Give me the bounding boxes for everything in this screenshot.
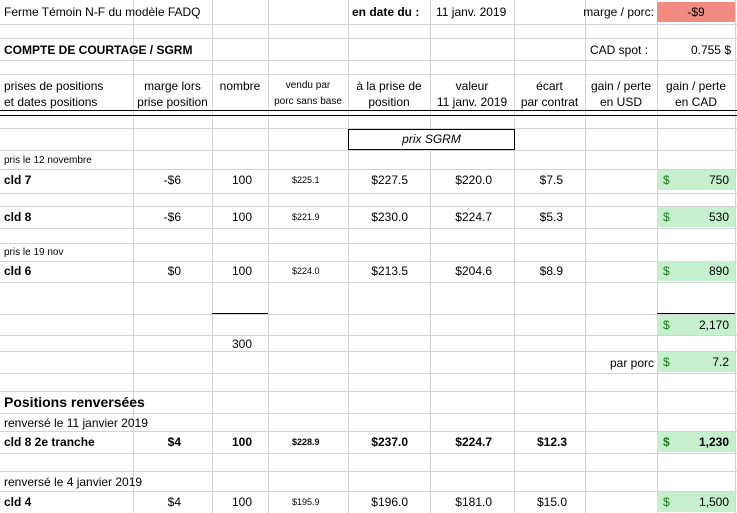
per-pig-value: 7.2 [712,355,729,369]
row-valeur: $181.0 [455,495,492,509]
row-ecart: $5.3 [539,210,563,224]
row-cad-value: 530 [708,210,729,224]
row-prise: $213.5 [371,264,408,278]
row-marge: $0 [167,264,181,278]
dollar-sign: $ [663,264,670,278]
row-nombre: 100 [231,264,252,278]
row-ecart: $8.9 [539,264,563,278]
col-usd-2: en USD [599,95,643,109]
row-marge: -$6 [163,210,181,224]
col-nombre: nombre [219,79,261,93]
note-renverse-4-janv: renversé le 4 janvier 2019 [4,475,143,489]
dollar-sign: $ [663,318,670,332]
row-marge: $4 [167,435,181,449]
row-vendu: $195.9 [292,497,320,507]
col-cad-2: en CAD [674,95,718,109]
row-valeur: $224.7 [455,435,492,449]
row-name: cld 4 [4,495,32,509]
row-nombre: 100 [231,210,252,224]
total-cad[interactable] [657,315,735,335]
cad-spot-value[interactable]: 0.755 $ [690,43,731,57]
row-valeur: $220.0 [455,173,492,187]
row-valeur: $224.7 [455,210,492,224]
row-cad-value: 1,500 [698,495,729,509]
col-marge-2: prise position [137,95,208,109]
row-nombre: 100 [231,173,252,187]
dollar-sign: $ [663,435,670,449]
farm-title: Ferme Témoin N-F du modèle FADQ [4,5,201,19]
date-value: 11 janv. 2019 [436,5,507,19]
row-vendu: $221.9 [292,212,320,222]
row-prise: $227.5 [371,173,408,187]
col-usd-1: gain / perte [590,79,652,93]
dollar-sign: $ [663,495,670,509]
col-positions-2: et dates positions [4,95,98,109]
margin-value[interactable]: -$9 [657,2,735,22]
row-ecart: $15.0 [536,495,567,509]
account-title: COMPTE DE COURTAGE / SGRM [4,43,193,57]
row-ecart: $12.3 [536,435,567,449]
count-sum-rule [212,313,268,314]
col-vendu-1: vendu par [285,80,331,91]
reversed-title: Positions renversées [4,394,145,410]
per-pig[interactable] [657,352,735,372]
row-name: cld 7 [4,173,32,187]
row-ecart: $7.5 [539,173,563,187]
header-double-rule [0,110,737,116]
row-cad[interactable] [657,170,735,190]
row-valeur: $204.6 [455,264,492,278]
sgrm-box [348,129,515,150]
row-vendu: $225.1 [292,175,320,185]
dollar-sign: $ [663,355,670,369]
row-cad[interactable] [657,261,735,281]
col-cad-1: gain / perte [665,79,727,93]
date-label: en date du : [352,5,420,19]
total-cad-value: 2,170 [698,318,729,332]
row-marge: $4 [167,495,181,509]
row-marge: -$6 [163,173,181,187]
row-cad[interactable] [657,492,735,512]
row-cad[interactable] [657,432,735,452]
per-pig-label: par porc [609,356,654,370]
row-name: cld 8 2e tranche [4,435,95,449]
row-vendu: $228.9 [292,437,320,447]
col-valeur-1: valeur [455,79,489,93]
note-pris-12-nov: pris le 12 novembre [4,155,92,166]
row-cad-value: 750 [708,173,729,187]
row-prise: $230.0 [371,210,408,224]
col-positions-1: prises de positions [4,79,104,93]
cad-spot-label: CAD spot : [590,43,649,57]
col-prise-2: position [368,95,410,109]
total-count: 300 [231,337,252,351]
row-prise: $237.0 [371,435,408,449]
row-cad-value: 1,230 [698,435,729,449]
col-vendu-2: porc sans base [274,96,342,107]
row-name: cld 8 [4,210,32,224]
row-cad[interactable] [657,207,735,227]
cad-sum-rule [657,313,735,314]
row-cad-value: 890 [708,264,729,278]
col-ecart-2: par contrat [520,95,579,109]
col-prise-1: à la prise de [356,79,422,93]
col-marge-1: marge lors [144,79,201,93]
row-vendu: $224.0 [292,266,320,276]
note-renverse-11-janv: renversé le 11 janvier 2019 [4,416,148,430]
row-nombre: 100 [231,435,252,449]
note-pris-19-nov: pris le 19 nov [4,247,64,258]
row-prise: $196.0 [371,495,408,509]
row-name: cld 6 [4,264,32,278]
col-ecart-1: écart [536,79,563,93]
dollar-sign: $ [663,173,670,187]
col-valeur-2: 11 janv. 2019 [436,95,508,109]
sgrm-label: prix SGRM [402,132,461,146]
row-nombre: 100 [231,495,252,509]
dollar-sign: $ [663,210,670,224]
margin-label: marge / porc: [583,5,654,19]
